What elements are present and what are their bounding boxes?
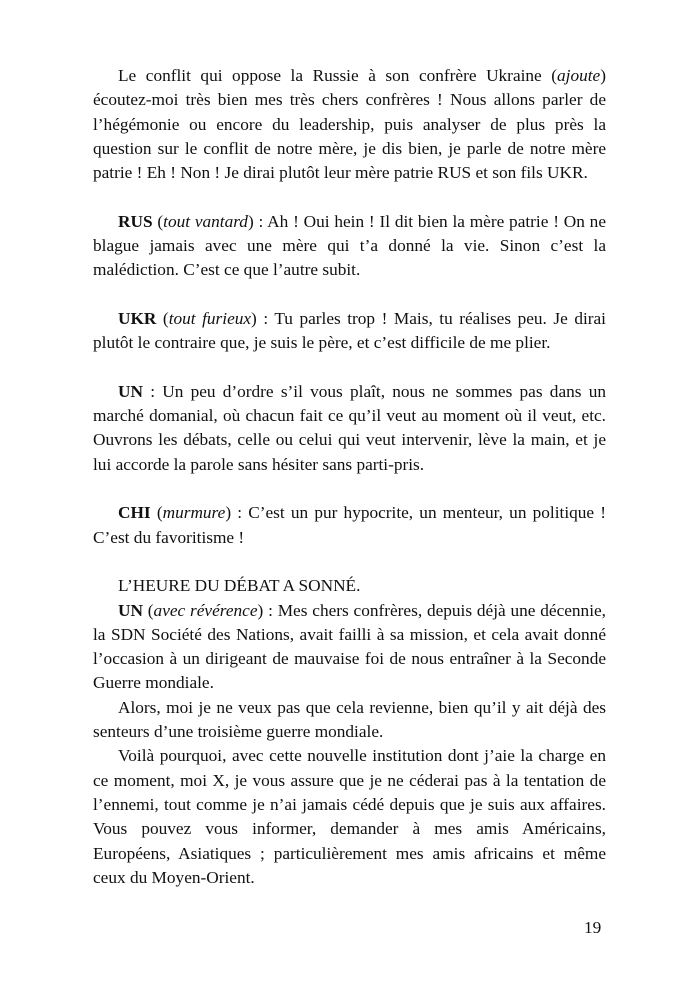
dialogue-text: ) : C’est un pur hypocrite, un menteur, un politique ! C’est du favoritisme ! bbox=[93, 503, 607, 547]
speaker-name: UN bbox=[118, 600, 143, 620]
paragraph-chi: CHI (murmure) : C’est un pur hypocrite, un menteur, un politique ! C’est du favoritisme ! bbox=[93, 503, 607, 547]
stage-direction: tout furieux bbox=[168, 308, 252, 328]
speaker-name: UN bbox=[118, 381, 143, 401]
dialogue-text: : Un peu d’ordre s’il vous plaît, nous ne sommes pas dans un marché domanial, où chacun fait ce qu’il veut au moment où il veut, etc. Ouvrons les débats, celle ou celui qui veut intervenir, lève la main, et je lui accorde la parole sans hésiter sans parti-pris. bbox=[93, 381, 606, 474]
dialogue-text: ) : Mes chers confrères, depuis déjà une décennie, la SDN Société des Nations, avait failli à sa mission, et cela avait donné l’occasion à un dirigeant de mauvaise foi de nous entraîner à la Seconde Guerre mondiale. bbox=[93, 600, 606, 693]
stage-direction: avec révérence bbox=[153, 600, 258, 620]
section-heading: L’HEURE DU DÉBAT A SONNÉ. bbox=[118, 576, 361, 596]
page-body bbox=[93, 64, 606, 890]
paragraph-intro bbox=[93, 64, 606, 185]
paragraph-un-final: Voilà pourquoi, avec cette nouvelle institution dont j’aie la charge en ce moment, moi X, je vous assure que je ne céderai pas à la tentation de l’ennemi, tout comme je n’ai jamais cédé depuis que je suis aux affaires. Vous pouvez vous informer, demander à mes amis Américains, Européens, Asiatiques ; particulièrement mes amis africains et même ceux du Moyen-Orient. bbox=[93, 746, 606, 887]
paragraph-rus: RUS (tout vantard) : Ah ! Oui hein ! Il dit bien la mère patrie ! On ne blague jamais avec une mère qui t’a donné la vie. Sinon c’est la malédiction. C’est ce que l’autre subit. bbox=[93, 211, 606, 280]
dialogue-text: ) : Tu parles trop ! Mais, tu réalises peu. Je dirai plutôt le contraire que, je suis le père, et c’est difficile de me plier. bbox=[93, 308, 606, 353]
paragraph-un-speech: UN (avec révérence) : Mes chers confrères, depuis déjà une décennie, la SDN Société des Nations, avait failli à sa mission, et cela avait donné l’occasion à un dirigeant de mauvaise foi de nous entraîner à la Seconde Guerre mondiale. bbox=[93, 600, 606, 693]
paragraph-ukr: UKR (tout furieux) : Tu parles trop ! Mais, tu réalises peu. Je dirai plutôt le contraire que, je suis le père, et c’est difficile de me plier. bbox=[93, 308, 606, 353]
stage-direction: murmure bbox=[162, 503, 226, 523]
speaker-name: UKR bbox=[118, 308, 157, 328]
speaker-name: RUS bbox=[118, 211, 153, 231]
paragraph-un-continued: Alors, moi je ne veux pas que cela revienne, bien qu’il y ait déjà des senteurs d’une troisième guerre mondiale. bbox=[93, 697, 606, 742]
paragraph-un-order bbox=[93, 380, 606, 477]
stage-direction: tout vantard bbox=[163, 211, 248, 231]
stage-direction: ajoute bbox=[557, 66, 601, 85]
page-number: 19 bbox=[584, 918, 602, 937]
speaker-name: CHI bbox=[118, 503, 151, 523]
dialogue-text: ) : Ah ! Oui hein ! Il dit bien la mère patrie ! On ne blague jamais avec une mère qui t’a donné la vie. Sinon c’est la malédiction. C’est ce que l’autre subit. bbox=[93, 211, 606, 280]
intro-text-after: ) écoutez-moi très bien mes très chers confrères ! Nous allons parler de l’hégémonie ou encore du leadership, puis analyser de plus près la question sur le conflit de notre mère, je dis bien, je parle de notre mère patrie ! Eh ! Non ! Je dirai plutôt leur mère patrie RUS et son fils UKR. bbox=[93, 66, 606, 183]
intro-text-before: Le conflit qui oppose la Russie à son confrère Ukraine ( bbox=[118, 66, 558, 85]
